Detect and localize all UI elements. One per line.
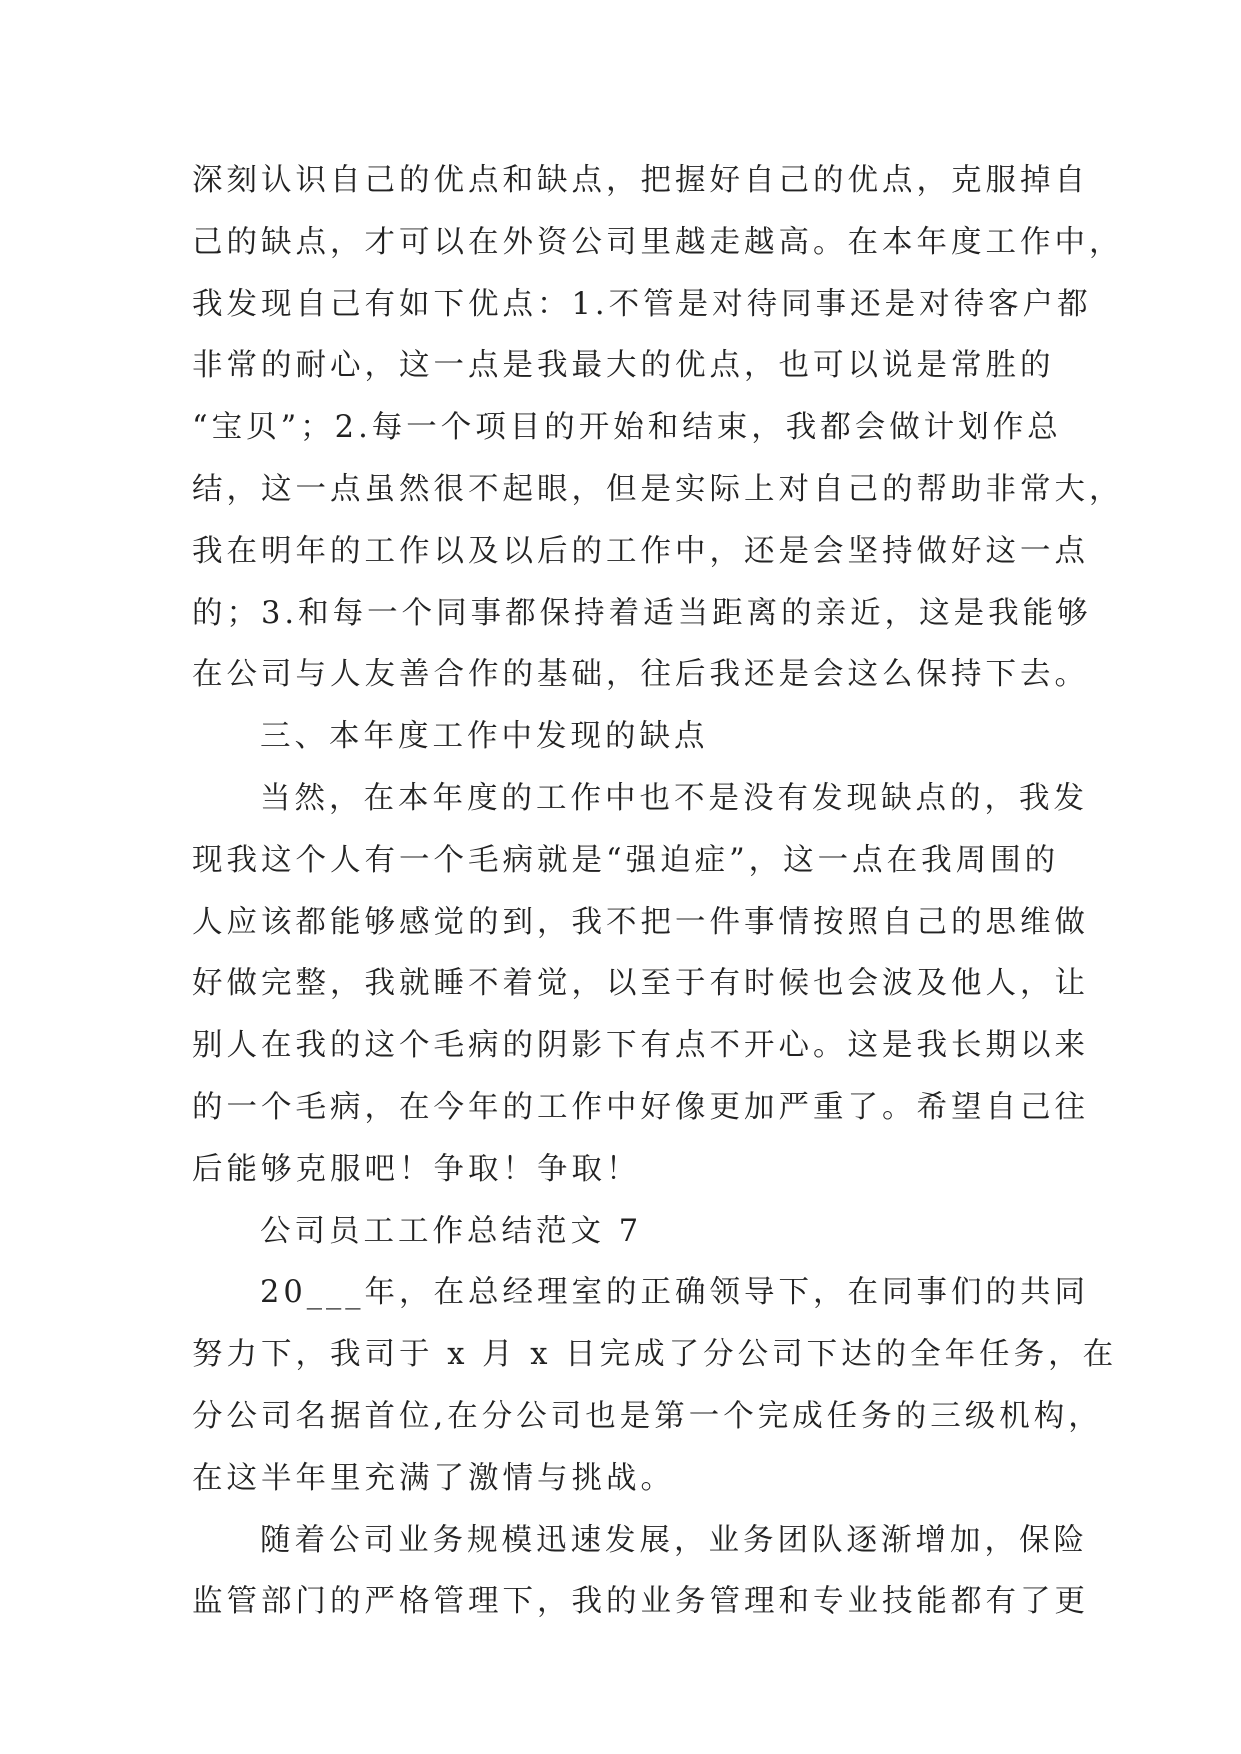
text-line: 在这半年里充满了激情与挑战。 <box>192 1460 675 1496</box>
text-line: 的一个毛病，在今年的工作中好像更加严重了。希望自己往 <box>192 1089 1089 1125</box>
text-line: 好做完整，我就睡不着觉，以至于有时候也会波及他人，让 <box>192 966 1089 1002</box>
text-line: 随着公司业务规模迅速发展，业务团队逐渐增加，保险 <box>260 1522 1088 1558</box>
text-line: 我在明年的工作以及以后的工作中，还是会坚持做好这一点 <box>192 533 1089 569</box>
text-line: 己的缺点，才可以在外资公司里越走越高。在本年度工作中， <box>192 224 1124 260</box>
text-line: 结，这一点虽然很不起眼，但是实际上对自己的帮助非常大， <box>192 471 1124 507</box>
text-line: 的；3.和每一个同事都保持着适当距离的亲近，这是我能够 <box>192 595 1092 631</box>
text-line: 非常的耐心，这一点是我最大的优点，也可以说是常胜的 <box>192 348 1055 384</box>
text-line: 当然，在本年度的工作中也不是没有发现缺点的，我发 <box>260 780 1088 816</box>
text-line: 分公司名据首位,在分公司也是第一个完成任务的三级机构， <box>192 1398 1103 1434</box>
text-line: 监管部门的严格管理下，我的业务管理和专业技能都有了更 <box>192 1584 1089 1620</box>
text-line: 20___年，在总经理室的正确领导下，在同事们的共同 <box>260 1275 1090 1311</box>
text-line: 现我这个人有一个毛病就是“强迫症”，这一点在我周围的 <box>192 842 1060 878</box>
text-line: 在公司与人友善合作的基础，往后我还是会这么保持下去。 <box>192 657 1089 693</box>
text-line: 人应该都能够感觉的到，我不把一件事情按照自己的思维做 <box>192 904 1089 940</box>
text-line: 我发现自己有如下优点：1.不管是对待同事还是对待客户都 <box>192 286 1092 322</box>
text-line: 别人在我的这个毛病的阴影下有点不开心。这是我长期以来 <box>192 1028 1089 1064</box>
text-line: 三、本年度工作中发现的缺点 <box>260 719 709 755</box>
document-body <box>192 150 1124 1633</box>
text-line: 公司员工工作总结范文 7 <box>260 1213 643 1249</box>
text-line: “宝贝”；2.每一个项目的开始和结束，我都会做计划作总 <box>192 410 1062 446</box>
text-line: 努力下，我司于 x 月 x 日完成了分公司下达的全年任务，在 <box>192 1337 1118 1373</box>
text-line: 后能够克服吧！争取！争取！ <box>192 1151 641 1187</box>
text-line: 深刻认识自己的优点和缺点，把握好自己的优点，克服掉自 <box>192 163 1089 198</box>
